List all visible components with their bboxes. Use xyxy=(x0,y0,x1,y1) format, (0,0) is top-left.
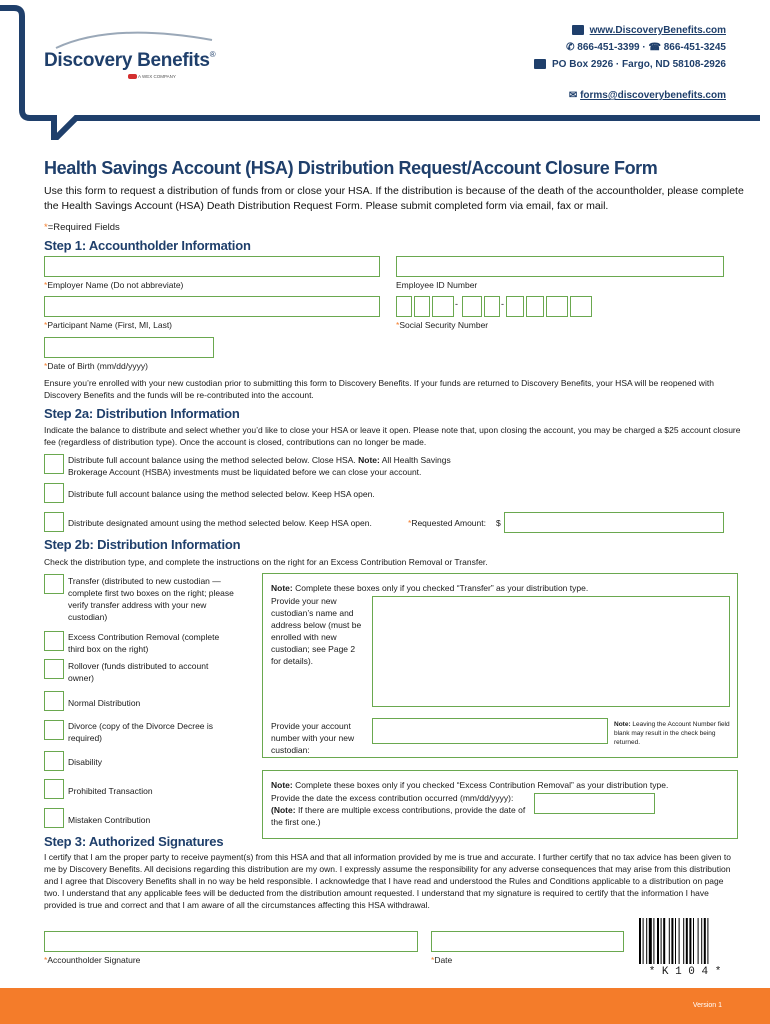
barcode-icon xyxy=(638,918,730,966)
required-star: * xyxy=(44,320,48,330)
step2b-instructions: Check the distribution type, and complete the instructions on the right for an Excess Contribution Removal or Transfer. xyxy=(44,557,488,567)
excess-removal-option: Excess Contribution Removal (complete third box on the right) xyxy=(68,632,220,654)
divorce-checkbox[interactable] xyxy=(44,720,64,740)
account-number-field[interactable] xyxy=(372,718,608,744)
dob-field[interactable] xyxy=(44,337,214,358)
designated-amount-option: Distribute designated amount using the method selected below. Keep HSA open. xyxy=(68,518,372,528)
required-star: * xyxy=(44,280,48,290)
address-line xyxy=(534,56,726,73)
required-star: * xyxy=(44,361,48,371)
brand-sub xyxy=(128,74,176,79)
certification-text: I certify that I am the proper party to receive payment(s) from this HSA and that all information provided by me is true and accurate. I further certify that no tax advice has been given to me by Discovery Benefits. All decisions regarding this distribution are my own. I expressly assume the responsibility for any adverse consequences that may arise from this distribution and I agree that Discovery Benefits shall in no way be held responsible. I acknowledge that I have read and understood the Rules and Conditions applicable to a distribution on page two. I understand that any applicable fees will be deducted from the distribution amount requested. I understand that my signature is required to certify that the information I have provided is true and correct and that I am aware of all the circumstances affecting this HSA withdrawal. xyxy=(44,852,731,910)
ssn-digit-box[interactable] xyxy=(570,296,592,317)
required-star: * xyxy=(44,955,48,965)
participant-name-label xyxy=(44,320,172,330)
ssn-dash: - xyxy=(455,299,458,309)
excess-date-field[interactable] xyxy=(534,793,655,814)
required-star: * xyxy=(431,955,435,965)
dob-label-text: Date of Birth (mm/dd/yyyy) xyxy=(47,361,148,371)
required-note xyxy=(44,222,120,233)
brand-swoosh-icon xyxy=(52,28,222,50)
excess-removal-checkbox[interactable] xyxy=(44,631,64,651)
email-line xyxy=(534,87,726,104)
close-hsa-text: Distribute full account balance using the method selected below. Close HSA. xyxy=(68,455,356,465)
ssn-label xyxy=(396,320,488,330)
ssn-digit-box[interactable] xyxy=(396,296,412,317)
date-field[interactable] xyxy=(431,931,624,952)
date-label-text: Date xyxy=(434,955,453,965)
date-label xyxy=(431,955,452,965)
required-star: * xyxy=(44,222,48,233)
step1-heading: Step 1: Accountholder Information xyxy=(44,238,251,253)
page-title: Health Savings Account (HSA) Distribution Request/Account Closure Form xyxy=(44,158,658,178)
transfer-note xyxy=(271,582,731,594)
required-note-text: =Required Fields xyxy=(47,222,120,233)
account-number-note xyxy=(614,720,730,747)
step2a-instructions: Indicate the balance to distribute and select whether you’d like to close your HSA or leave it open. Please note that, upon closing the account, you may be charged a $25 account closure fee (regardless of distribution type). Once the account is closed, contributions can no longer be made. xyxy=(44,425,741,447)
close-hsa-note-bold: Note: xyxy=(358,455,380,465)
excess-note-bold: Note: xyxy=(271,780,293,790)
brand-registered-mark: ® xyxy=(209,50,216,59)
website-line xyxy=(534,22,726,39)
step2a-heading: Step 2a: Distribution Information xyxy=(44,406,240,421)
normal-distribution-checkbox[interactable] xyxy=(44,691,64,711)
excess-date-note-bold: (Note: xyxy=(271,805,296,815)
version-label: Version 1 xyxy=(692,1002,722,1009)
disability-checkbox[interactable] xyxy=(44,751,64,771)
employee-id-field[interactable] xyxy=(396,256,724,277)
account-number-label: Provide your account number with your new custodian: xyxy=(271,721,355,755)
close-hsa-checkbox[interactable] xyxy=(44,454,64,474)
fax-icon: ☎ xyxy=(648,42,661,53)
email-link[interactable]: forms@discoverybenefits.com xyxy=(580,90,726,101)
step2b-heading: Step 2b: Distribution Information xyxy=(44,537,241,552)
custodian-address-field[interactable] xyxy=(372,596,730,707)
custodian-info-label: Provide your new custodian’s name and address below (must be enrolled with new custodian; see Page 2 for details). xyxy=(271,596,362,666)
keep-hsa-option: Distribute full account balance using the method selected below. Keep HSA open. xyxy=(68,489,375,499)
account-note-bold: Note: xyxy=(614,721,631,728)
participant-label-text: Participant Name (First, MI, Last) xyxy=(47,320,173,330)
employer-label-text: Employer Name (Do not abbreviate) xyxy=(47,280,184,290)
currency-symbol: $ xyxy=(496,518,501,528)
brand-name: Discovery Benefits xyxy=(44,50,210,71)
fax-number: 866-451-3245 xyxy=(663,42,726,53)
ssn-digit-box[interactable] xyxy=(462,296,482,317)
employer-name-label xyxy=(44,280,183,290)
mistaken-contribution-option: Mistaken Contribution xyxy=(68,815,151,825)
required-star: * xyxy=(408,518,412,528)
phone-icon: ✆ xyxy=(566,42,575,53)
step3-heading: Step 3: Authorized Signatures xyxy=(44,834,224,849)
excess-date-text: Provide the date the excess contribution occurred (mm/dd/yyyy): xyxy=(271,793,514,803)
website-link[interactable]: www.DiscoveryBenefits.com xyxy=(589,25,726,36)
barcode-text: * K 1 0 4 * xyxy=(648,966,722,978)
header xyxy=(0,0,770,140)
excess-note-text: Complete these boxes only if you checked “Excess Contribution Removal” as your distribution type. xyxy=(295,780,669,790)
excess-date-label xyxy=(271,792,533,828)
transfer-note-text: Complete these boxes only if you checked “Transfer” as your distribution type. xyxy=(295,583,589,593)
transfer-note-bold: Note: xyxy=(271,583,293,593)
footer-bar xyxy=(0,988,770,1024)
ssn-digit-box[interactable] xyxy=(546,296,568,317)
intro-text: Use this form to request a distribution of funds from or close your HSA. If the distribution is because of the death of the accountholder, please complete the Health Savings Account (HSA) Death Distribution Request Form. Please submit completed form via email, fax or mail. xyxy=(44,185,744,212)
ssn-digit-box[interactable] xyxy=(432,296,454,317)
normal-distribution-option: Normal Distribution xyxy=(68,698,141,708)
mailbox-icon xyxy=(534,59,546,69)
signature-label-text: Accountholder Signature xyxy=(47,955,141,965)
signature-label xyxy=(44,955,140,965)
mistaken-contribution-checkbox[interactable] xyxy=(44,808,64,828)
envelope-icon: ✉ xyxy=(568,90,578,101)
prohibited-transaction-checkbox[interactable] xyxy=(44,779,64,799)
phone-number: 866-451-3399 xyxy=(577,42,640,53)
ssn-field xyxy=(396,296,724,317)
employee-id-label: Employee ID Number xyxy=(396,280,478,290)
ssn-digit-box[interactable] xyxy=(506,296,524,317)
mail-address: PO Box 2926 · Fargo, ND 58108-2926 xyxy=(552,59,726,70)
requested-amount-field[interactable] xyxy=(504,512,724,533)
keep-hsa-checkbox[interactable] xyxy=(44,483,64,503)
brand-logo xyxy=(44,50,216,72)
ssn-digit-box[interactable] xyxy=(414,296,430,317)
required-star: * xyxy=(396,320,400,330)
dob-label xyxy=(44,361,148,371)
requested-amount-text: Requested Amount: xyxy=(411,518,486,528)
transfer-option: Transfer (distributed to new custodian — complete first two boxes on the right; please verify transfer address with your new custodian) xyxy=(68,576,234,622)
excess-note xyxy=(271,779,731,791)
employer-name-field[interactable] xyxy=(44,256,380,277)
divorce-option: Divorce (copy of the Divorce Decree is required) xyxy=(68,721,214,743)
ssn-label-text: Social Security Number xyxy=(399,320,489,330)
prohibited-transaction-option: Prohibited Transaction xyxy=(68,786,153,796)
disability-option: Disability xyxy=(68,757,103,767)
wex-mark-icon xyxy=(128,74,137,79)
ssn-digit-box[interactable] xyxy=(526,296,544,317)
rollover-option: Rollover (funds distributed to account owner) xyxy=(68,661,209,683)
phone-line: ✆ 866-451-3399 · ☎ 866-451-3245 xyxy=(566,42,726,53)
excess-date-note-text: If there are multiple excess contributions, provide the date of the first one.) xyxy=(271,805,526,827)
ssn-digit-box[interactable] xyxy=(484,296,500,317)
computer-icon xyxy=(572,25,584,35)
contact-block xyxy=(534,22,726,104)
account-note-text: Leaving the Account Number field blank may result in the check being returned. xyxy=(614,721,730,746)
participant-name-field[interactable] xyxy=(44,296,380,317)
transfer-checkbox[interactable] xyxy=(44,574,64,594)
designated-amount-checkbox[interactable] xyxy=(44,512,64,532)
close-hsa-note: All Health Savings Brokerage Account (HSBA) investments must be liquidated before we can close your account. xyxy=(68,455,451,477)
requested-amount-label xyxy=(408,517,486,529)
close-hsa-option xyxy=(68,454,488,478)
signature-field[interactable] xyxy=(44,931,418,952)
ssn-dash: - xyxy=(501,299,504,309)
custodian-note: Ensure you’re enrolled with your new custodian prior to submitting this form to Discovery Benefits. If your funds are returned to Discovery Benefits, your HSA will be reopened with Discovery Benefits and the funds will be re-contributed into the account. xyxy=(44,378,714,400)
rollover-checkbox[interactable] xyxy=(44,659,64,679)
sub-brand-text: A WEX COMPANY xyxy=(138,74,176,79)
